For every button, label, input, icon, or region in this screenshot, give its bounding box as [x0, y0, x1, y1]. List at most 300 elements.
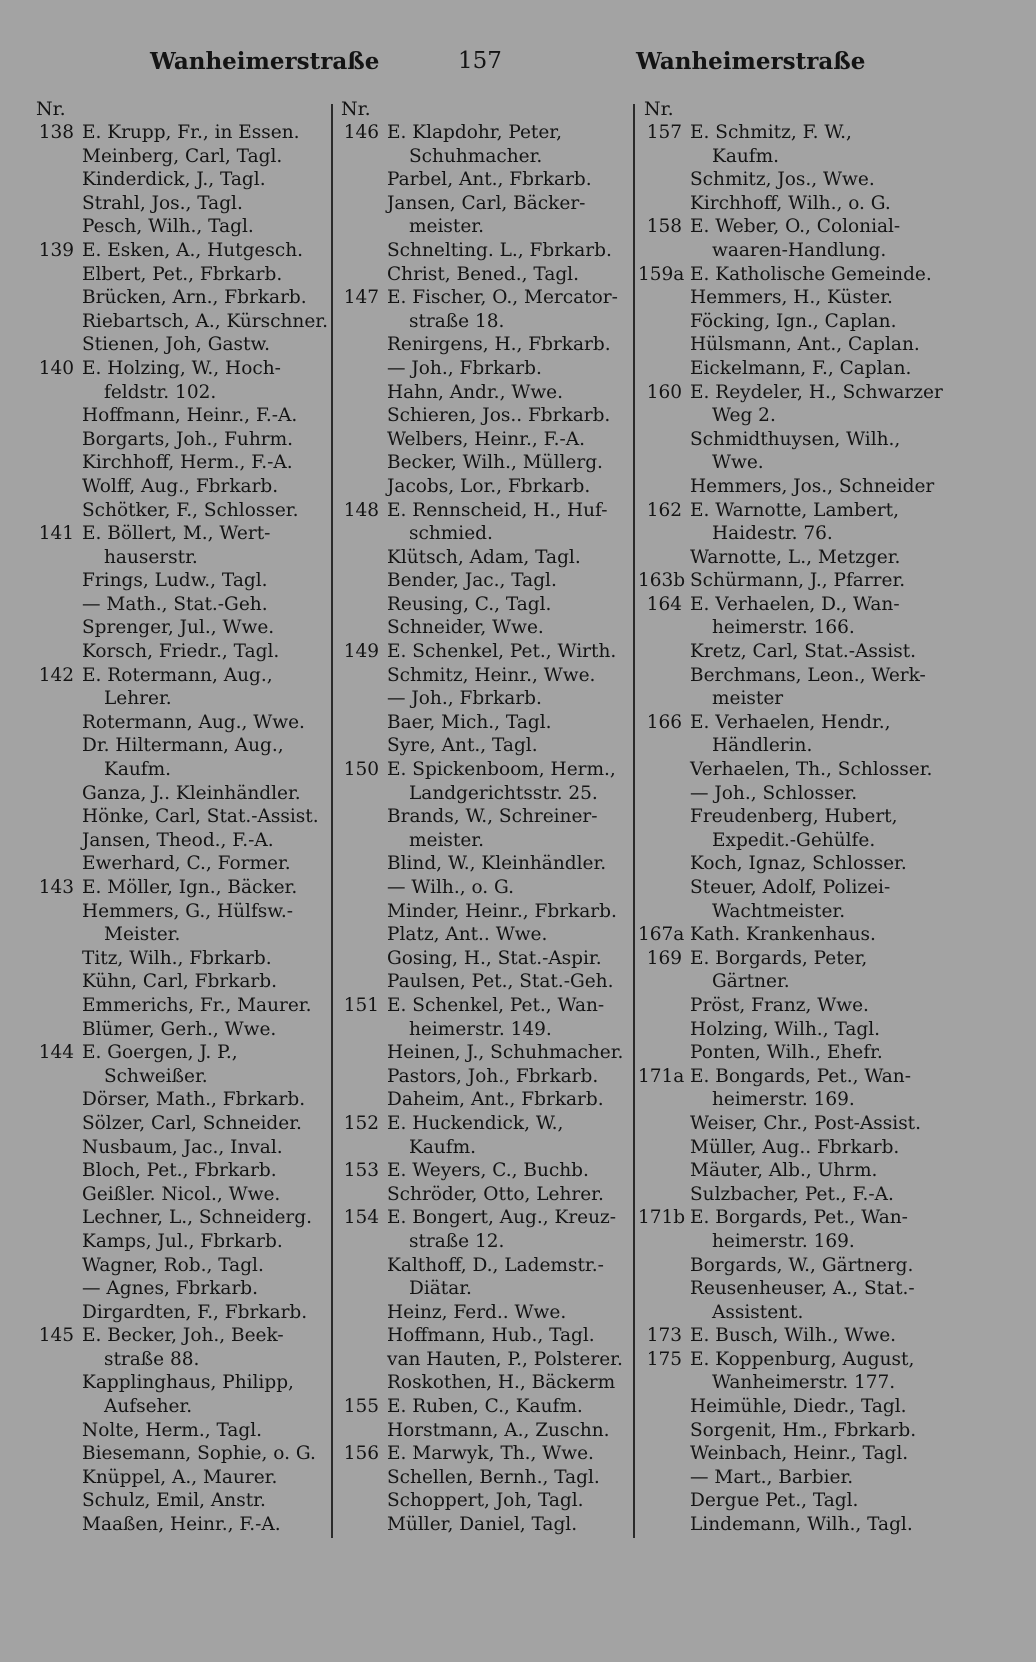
resident-text: Heimühle, Diedr., Tagl.	[690, 1396, 907, 1418]
house-number: 148	[343, 499, 379, 521]
resident-text: van Hauten, P., Polsterer.	[387, 1348, 623, 1370]
directory-entry	[638, 1466, 930, 1490]
resident-text: straße 12.	[409, 1230, 505, 1252]
directory-entry	[30, 499, 330, 523]
directory-entry	[638, 1348, 930, 1372]
directory-entry	[638, 168, 930, 192]
resident-text: Knüppel, A., Maurer.	[82, 1466, 278, 1488]
directory-entry	[335, 1254, 631, 1278]
house-number: 166	[646, 711, 682, 733]
directory-entry	[638, 263, 930, 287]
directory-entry	[335, 333, 631, 357]
resident-text: Platz, Ant.. Wwe.	[387, 924, 548, 946]
directory-entry	[638, 357, 930, 381]
directory-entry	[638, 1159, 930, 1183]
directory-entry	[335, 1442, 631, 1466]
directory-entry	[30, 758, 330, 782]
directory-entry	[638, 616, 930, 640]
directory-entry	[30, 711, 330, 735]
resident-text: Schulz, Emil, Anstr.	[82, 1490, 266, 1512]
resident-text: Kretz, Carl, Stat.-Assist.	[690, 641, 917, 663]
resident-text: E. Bongards, Pet., Wan-	[690, 1065, 911, 1087]
resident-text: Kühn, Carl, Fbrkarb.	[82, 971, 277, 993]
resident-text: Nolte, Herm., Tagl.	[82, 1419, 263, 1441]
resident-text: Kaufm.	[409, 1136, 477, 1158]
directory-entry	[335, 381, 631, 405]
directory-entry	[30, 805, 330, 829]
resident-text: E. Busch, Wilh., Wwe.	[690, 1325, 897, 1347]
resident-text: Ewerhard, C., Former.	[82, 853, 291, 875]
resident-text: E. Rennscheid, H., Huf-	[387, 499, 608, 521]
directory-entry	[335, 640, 631, 664]
house-number: 143	[38, 877, 74, 898]
directory-entry	[30, 970, 330, 994]
directory-entry	[638, 1065, 930, 1089]
resident-text: Kirchhoff, Herm., F.-A.	[82, 452, 293, 474]
directory-entry	[638, 1230, 930, 1254]
directory-entry	[335, 310, 631, 334]
resident-text: Heinen, J., Schuhmacher.	[387, 1042, 624, 1064]
resident-text: Hoffmann, Hub., Tagl.	[387, 1325, 595, 1347]
resident-text: Renirgens, H., Fbrkarb.	[387, 334, 611, 356]
running-header-right: Wanheimerstraße	[636, 48, 866, 75]
resident-text: — Agnes, Fbrkarb.	[82, 1278, 259, 1300]
directory-entry	[638, 569, 930, 593]
resident-text: E. Rotermann, Aug.,	[82, 664, 273, 686]
resident-text: Gärtner.	[712, 971, 790, 993]
resident-text: Parbel, Ant., Fbrkarb.	[387, 169, 592, 191]
directory-entry	[30, 1183, 330, 1207]
directory-entry	[638, 994, 930, 1018]
directory-entry	[30, 1088, 330, 1112]
house-number: 159a	[638, 263, 685, 285]
directory-entry	[335, 994, 631, 1018]
directory-entry	[335, 805, 631, 829]
resident-text: schmied.	[409, 523, 493, 545]
resident-text: feldstr. 102.	[104, 381, 217, 403]
directory-entry	[30, 734, 330, 758]
column-divider	[331, 104, 333, 1538]
resident-text: Kamps, Jul., Fbrkarb.	[82, 1230, 283, 1252]
directory-entry	[335, 168, 631, 192]
resident-text: heimerstr. 169.	[712, 1089, 855, 1111]
directory-entry	[30, 1348, 330, 1372]
resident-text: Syre, Ant., Tagl.	[387, 735, 538, 757]
resident-text: Schmidthuysen, Wilh.,	[690, 428, 901, 450]
resident-text: Schellen, Bernh., Tagl.	[387, 1466, 600, 1488]
resident-text: Riebartsch, A., Kürschner.	[82, 310, 328, 332]
directory-entry	[335, 1159, 631, 1183]
resident-text: Steuer, Adolf, Polizei-	[690, 877, 891, 898]
resident-text: heimerstr. 169.	[712, 1230, 855, 1252]
resident-text: Geißler. Nicol., Wwe.	[82, 1183, 281, 1205]
resident-text: Biesemann, Sophie, o. G.	[82, 1443, 316, 1465]
resident-text: Schneider, Wwe.	[387, 617, 544, 639]
resident-text: Schmitz, Jos., Wwe.	[690, 169, 875, 191]
directory-entry	[638, 829, 930, 853]
resident-text: E. Goergen, J. P.,	[82, 1042, 238, 1064]
resident-text: Pastors, Joh., Fbrkarb.	[387, 1065, 599, 1087]
directory-entry	[638, 900, 930, 924]
directory-entry	[30, 1371, 330, 1395]
directory-entry	[638, 451, 930, 475]
house-number: 157	[646, 122, 682, 143]
directory-entry	[638, 1324, 930, 1348]
directory-entry	[638, 522, 930, 546]
house-number: 140	[38, 357, 74, 379]
directory-entry	[638, 404, 930, 428]
resident-text: E. Reydeler, H., Schwarzer	[690, 381, 943, 403]
directory-entry	[335, 1065, 631, 1089]
resident-text: Brücken, Arn., Fbrkarb.	[82, 287, 307, 309]
directory-entry	[30, 1324, 330, 1348]
directory-entry	[638, 1419, 930, 1443]
resident-text: Horstmann, A., Zuschn.	[387, 1419, 610, 1441]
house-number: 150	[343, 759, 379, 781]
directory-entry	[335, 758, 631, 782]
directory-entry	[638, 852, 930, 876]
resident-text: Ponten, Wilh., Ehefr.	[690, 1042, 883, 1064]
directory-entry	[335, 499, 631, 523]
resident-text: Jansen, Carl, Bäcker-	[387, 192, 586, 214]
directory-entry	[30, 310, 330, 334]
resident-text: Weinbach, Heinr., Tagl.	[690, 1443, 909, 1465]
resident-text: E. Schmitz, F. W.,	[690, 122, 852, 143]
column-2	[335, 97, 631, 1537]
directory-entry	[638, 121, 930, 145]
directory-entry	[638, 1371, 930, 1395]
resident-text: Hemmers, H., Küster.	[690, 287, 893, 309]
resident-text: Sprenger, Jul., Wwe.	[82, 617, 275, 639]
resident-text: Klütsch, Adam, Tagl.	[387, 546, 581, 568]
resident-text: Kaufm.	[712, 145, 780, 167]
resident-text: Wolff, Aug., Fbrkarb.	[82, 475, 279, 497]
directory-entry	[335, 1041, 631, 1065]
directory-entry	[30, 145, 330, 169]
house-number: 145	[38, 1325, 74, 1347]
resident-text: Schröder, Otto, Lehrer.	[387, 1183, 604, 1205]
resident-text: Verhaelen, Th., Schlosser.	[690, 759, 933, 781]
resident-text: Diätar.	[409, 1278, 472, 1300]
resident-text: E. Schenkel, Pet., Wirth.	[387, 641, 617, 663]
house-number: 171b	[638, 1207, 686, 1229]
resident-text: Dr. Hiltermann, Aug.,	[82, 735, 284, 757]
resident-text: E. Koppenburg, August,	[690, 1348, 915, 1370]
directory-entry	[335, 829, 631, 853]
directory-entry	[335, 1183, 631, 1207]
house-number: 167a	[638, 924, 685, 946]
directory-entry	[638, 239, 930, 263]
resident-text: Hoffmann, Heinr., F.-A.	[82, 405, 298, 427]
directory-entry	[335, 923, 631, 947]
directory-entry	[30, 1442, 330, 1466]
resident-text: Baer, Mich., Tagl.	[387, 711, 552, 733]
directory-entry	[30, 687, 330, 711]
resident-text: Stienen, Joh, Gastw.	[82, 334, 270, 356]
resident-text: Sulzbacher, Pet., F.-A.	[690, 1183, 894, 1205]
directory-entry	[335, 522, 631, 546]
directory-entry	[638, 145, 930, 169]
resident-text: Rotermann, Aug., Wwe.	[82, 711, 305, 733]
directory-entry	[30, 1466, 330, 1490]
directory-entry	[335, 593, 631, 617]
resident-text: Expedit.-Gehülfe.	[712, 829, 876, 851]
house-number: 154	[343, 1207, 379, 1229]
directory-entry	[335, 239, 631, 263]
directory-entry	[335, 711, 631, 735]
resident-text: Mäuter, Alb., Uhrm.	[690, 1160, 878, 1182]
directory-entry	[638, 1112, 930, 1136]
directory-entry	[30, 1112, 330, 1136]
directory-entry	[335, 404, 631, 428]
resident-text: Schoppert, Joh, Tagl.	[387, 1490, 584, 1512]
directory-entry	[30, 1206, 330, 1230]
resident-text: E. Krupp, Fr., in Essen.	[82, 122, 300, 143]
directory-entry	[638, 475, 935, 499]
directory-entry	[335, 900, 631, 924]
directory-entry	[638, 381, 943, 405]
directory-entry	[638, 782, 930, 806]
resident-text: Lindemann, Wilh., Tagl.	[690, 1514, 913, 1536]
resident-text: E. Bongert, Aug., Kreuz-	[387, 1207, 617, 1229]
resident-text: Schieren, Jos.. Fbrkarb.	[387, 405, 611, 427]
resident-text: Aufseher.	[104, 1396, 193, 1418]
directory-entry	[30, 829, 330, 853]
resident-text: Bender, Jac., Tagl.	[387, 570, 557, 592]
resident-text: Blind, W., Kleinhändler.	[387, 853, 607, 875]
resident-text: Emmerichs, Fr., Maurer.	[82, 994, 312, 1016]
directory-entry	[335, 286, 631, 310]
resident-text: E. Esken, A., Hutgesch.	[82, 239, 304, 261]
directory-entry	[335, 1419, 631, 1443]
directory-entry	[30, 1230, 330, 1254]
directory-entry	[30, 168, 330, 192]
column-1	[30, 97, 330, 1537]
resident-text: Jansen, Theod., F.-A.	[82, 829, 274, 851]
resident-text: Warnotte, L., Metzger.	[690, 546, 901, 568]
resident-text: Meister.	[104, 924, 181, 946]
resident-text: Lehrer.	[104, 688, 172, 710]
directory-entry	[30, 428, 330, 452]
resident-text: Haidestr. 76.	[712, 523, 833, 545]
resident-text: Paulsen, Pet., Stat.-Geh.	[387, 971, 614, 993]
directory-entry	[335, 1088, 631, 1112]
directory-entry	[335, 215, 631, 239]
directory-entry	[335, 1206, 631, 1230]
directory-entry	[335, 263, 631, 287]
directory-entry	[638, 1395, 930, 1419]
resident-text: — Math., Stat.-Geh.	[82, 593, 268, 615]
resident-text: E. Borgards, Peter,	[690, 947, 868, 969]
directory-entry	[30, 782, 330, 806]
directory-entry	[30, 1395, 330, 1419]
resident-text: — Joh., Schlosser.	[690, 782, 858, 804]
directory-entry	[335, 782, 631, 806]
column-3	[638, 97, 943, 1537]
house-number: 155	[343, 1396, 379, 1418]
house-number: 153	[343, 1160, 379, 1182]
directory-entry	[30, 192, 330, 216]
resident-text: Berchmans, Leon., Werk-	[690, 664, 926, 686]
directory-entry	[30, 1159, 330, 1183]
directory-entry	[30, 994, 330, 1018]
directory-entry	[30, 1301, 330, 1325]
resident-text: Pesch, Wilh., Tagl.	[82, 216, 254, 238]
house-number: 142	[38, 664, 74, 686]
directory-entry	[638, 1183, 930, 1207]
directory-entry	[30, 1277, 330, 1301]
resident-text: Korsch, Friedr., Tagl.	[82, 641, 280, 663]
directory-entry	[638, 499, 930, 523]
directory-entry	[638, 970, 930, 994]
directory-entry	[638, 876, 930, 900]
resident-text: Brands, W., Schreiner-	[387, 806, 598, 828]
directory-entry	[335, 428, 631, 452]
resident-text: Müller, Aug.. Fbrkarb.	[690, 1136, 900, 1158]
directory-entry	[638, 286, 930, 310]
resident-text: Nusbaum, Jac., Inval.	[82, 1136, 283, 1158]
directory-entry	[638, 687, 930, 711]
directory-entry	[30, 121, 330, 145]
directory-entry	[30, 263, 330, 287]
resident-text: Becker, Wilh., Müllerg.	[387, 452, 603, 474]
resident-text: Assistent.	[712, 1301, 804, 1323]
resident-text: Kaufm.	[104, 759, 172, 781]
directory-entry	[335, 1112, 631, 1136]
directory-entry	[335, 1136, 631, 1160]
resident-text: Strahl, Jos., Tagl.	[82, 192, 243, 214]
directory-entry	[638, 1254, 930, 1278]
directory-entry	[638, 1301, 930, 1325]
directory-entry	[30, 1041, 330, 1065]
resident-text: E. Warnotte, Lambert,	[690, 499, 899, 521]
directory-entry	[335, 1466, 631, 1490]
directory-entry	[335, 546, 631, 570]
resident-text: E. Huckendick, W.,	[387, 1112, 564, 1134]
page-number: 157	[458, 48, 502, 74]
directory-entry	[335, 1348, 631, 1372]
resident-text: meister	[712, 688, 784, 710]
resident-text: E. Becker, Joh., Beek-	[82, 1325, 284, 1347]
resident-text: Ganza, J.. Kleinhändler.	[82, 782, 301, 804]
resident-text: Kirchhoff, Wilh., o. G.	[690, 192, 891, 214]
resident-text: Lechner, L., Schneiderg.	[82, 1207, 312, 1229]
directory-entry	[30, 522, 330, 546]
directory-entry	[30, 215, 330, 239]
resident-text: Borgards, W., Gärtnerg.	[690, 1254, 914, 1276]
house-number: 146	[343, 122, 379, 143]
resident-text: Weiser, Chr., Post-Assist.	[690, 1112, 921, 1134]
resident-text: E. Borgards, Pet., Wan-	[690, 1207, 908, 1229]
directory-entry	[30, 947, 330, 971]
resident-text: Jacobs, Lor., Fbrkarb.	[387, 475, 591, 497]
directory-entry	[335, 451, 631, 475]
directory-entry	[638, 1277, 930, 1301]
directory-entry	[638, 215, 930, 239]
directory-entry	[30, 1018, 330, 1042]
resident-text: Reusing, C., Tagl.	[387, 593, 552, 615]
column-divider	[633, 104, 635, 1538]
resident-text: Kalthoff, D., Lademstr.-	[387, 1254, 604, 1276]
directory-entry	[335, 1489, 631, 1513]
resident-text: E. Verhaelen, Hendr.,	[690, 711, 891, 733]
directory-entry	[335, 1513, 631, 1537]
resident-text: E. Schenkel, Pet., Wan-	[387, 994, 605, 1016]
directory-entry	[30, 381, 330, 405]
resident-text: Roskothen, H., Bäckerm	[387, 1372, 616, 1394]
directory-entry	[638, 805, 930, 829]
resident-text: Sölzer, Carl, Schneider.	[82, 1112, 302, 1134]
directory-entry	[638, 310, 930, 334]
house-number: 138	[38, 122, 74, 143]
resident-text: meister.	[409, 829, 484, 851]
resident-text: E. Möller, Ign., Bäcker.	[82, 877, 298, 898]
resident-text: Heinz, Ferd.. Wwe.	[387, 1301, 567, 1323]
resident-text: Wwe.	[712, 452, 764, 474]
house-number: 173	[646, 1325, 682, 1347]
directory-entry	[30, 357, 330, 381]
resident-text: Schweißer.	[104, 1065, 208, 1087]
house-number: 169	[646, 947, 682, 969]
directory-entry	[335, 947, 631, 971]
directory-entry	[335, 569, 631, 593]
resident-text: Wachtmeister.	[712, 900, 846, 922]
directory-entry	[638, 640, 930, 664]
directory-entry	[30, 239, 330, 263]
resident-text: Schötker, F., Schlosser.	[82, 499, 299, 521]
directory-entry	[335, 1230, 631, 1254]
resident-text: Koch, Ignaz, Schlosser.	[690, 853, 907, 875]
resident-text: Weg 2.	[712, 405, 776, 427]
directory-entry	[335, 1324, 631, 1348]
resident-text: Dörser, Math., Fbrkarb.	[82, 1089, 306, 1111]
directory-entry	[30, 451, 330, 475]
directory-entry	[335, 616, 631, 640]
house-number: 160	[646, 381, 682, 403]
directory-entry	[30, 286, 330, 310]
resident-text: Bloch, Pet., Fbrkarb.	[82, 1160, 277, 1182]
resident-text: E. Holzing, W., Hoch-	[82, 357, 281, 379]
directory-entry	[30, 1513, 330, 1537]
directory-entry	[30, 852, 330, 876]
directory-entry	[335, 145, 631, 169]
directory-entry	[335, 1371, 631, 1395]
directory-entry	[638, 1206, 930, 1230]
directory-entry	[30, 593, 330, 617]
resident-text: Meinberg, Carl, Tagl.	[82, 145, 283, 167]
house-number: 162	[646, 499, 682, 521]
resident-text: Pröst, Franz, Wwe.	[690, 994, 869, 1016]
resident-text: straße 88.	[104, 1348, 200, 1370]
resident-text: E. Weyers, C., Buchb.	[387, 1160, 589, 1182]
directory-entry	[30, 640, 330, 664]
resident-text: heimerstr. 149.	[409, 1018, 552, 1040]
directory-entry	[30, 923, 330, 947]
directory-entry	[638, 192, 930, 216]
resident-text: waaren-Handlung.	[712, 239, 887, 261]
resident-text: — Wilh., o. G.	[387, 877, 515, 898]
resident-text: Frings, Ludw., Tagl.	[82, 570, 268, 592]
directory-entry	[335, 121, 631, 145]
resident-text: Titz, Wilh., Fbrkarb.	[82, 947, 272, 969]
house-number: 151	[343, 994, 379, 1016]
directory-entry	[638, 1041, 930, 1065]
directory-entry	[30, 333, 330, 357]
resident-text: E. Böllert, M., Wert-	[82, 523, 271, 545]
resident-text: heimerstr. 166.	[712, 617, 855, 639]
directory-entry	[30, 1136, 330, 1160]
resident-text: Kinderdick, J., Tagl.	[82, 169, 266, 191]
